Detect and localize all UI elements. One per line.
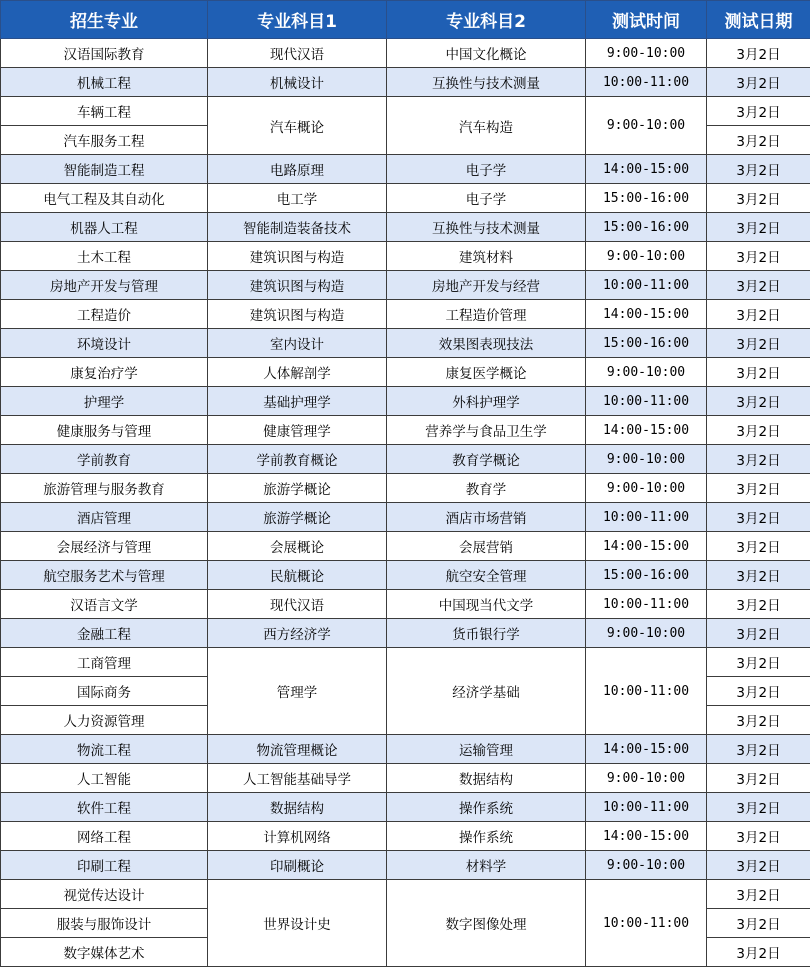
time-cell: 14:00-15:00 (586, 416, 707, 445)
major-cell: 工商管理 (1, 648, 208, 677)
subject-2-cell: 效果图表现技法 (387, 329, 586, 358)
subject-2-cell: 电子学 (387, 184, 586, 213)
subject-1-cell: 旅游学概论 (208, 474, 387, 503)
date-cell: 3月2日 (707, 155, 810, 184)
time-cell: 9:00-10:00 (586, 445, 707, 474)
time-cell: 10:00-11:00 (586, 68, 707, 97)
major-cell: 机械工程 (1, 68, 208, 97)
subject-2-cell: 教育学概论 (387, 445, 586, 474)
time-cell: 9:00-10:00 (586, 474, 707, 503)
subject-2-cell: 数据结构 (387, 764, 586, 793)
date-cell: 3月2日 (707, 300, 810, 329)
major-cell: 航空服务艺术与管理 (1, 561, 208, 590)
major-cell: 护理学 (1, 387, 208, 416)
table-row (1, 822, 810, 851)
time-cell: 15:00-16:00 (586, 561, 707, 590)
subject-2-cell: 汽车构造 (387, 97, 586, 155)
date-cell: 3月2日 (707, 97, 810, 126)
major-cell: 软件工程 (1, 793, 208, 822)
subject-1-cell: 计算机网络 (208, 822, 387, 851)
subject-1-cell: 现代汉语 (208, 590, 387, 619)
date-cell: 3月2日 (707, 735, 810, 764)
table-row (1, 764, 810, 793)
major-cell: 汽车服务工程 (1, 126, 208, 155)
major-cell: 学前教育 (1, 445, 208, 474)
time-cell: 9:00-10:00 (586, 97, 707, 155)
major-cell: 人工智能 (1, 764, 208, 793)
date-cell: 3月2日 (707, 358, 810, 387)
subject-2-cell: 材料学 (387, 851, 586, 880)
time-cell: 14:00-15:00 (586, 155, 707, 184)
subject-1-cell: 健康管理学 (208, 416, 387, 445)
subject-2-cell: 教育学 (387, 474, 586, 503)
date-cell: 3月2日 (707, 445, 810, 474)
table-row (1, 300, 810, 329)
date-cell: 3月2日 (707, 706, 810, 735)
major-cell: 健康服务与管理 (1, 416, 208, 445)
date-cell: 3月2日 (707, 329, 810, 358)
subject-1-cell: 世界设计史 (208, 880, 387, 967)
date-cell: 3月2日 (707, 793, 810, 822)
date-cell: 3月2日 (707, 590, 810, 619)
time-cell: 10:00-11:00 (586, 648, 707, 735)
major-cell: 会展经济与管理 (1, 532, 208, 561)
subject-1-cell: 建筑识图与构造 (208, 300, 387, 329)
table-row (1, 184, 810, 213)
date-cell: 3月2日 (707, 822, 810, 851)
major-cell: 房地产开发与管理 (1, 271, 208, 300)
date-cell: 3月2日 (707, 851, 810, 880)
subject-1-cell: 汽车概论 (208, 97, 387, 155)
table-row (1, 503, 810, 532)
subject-2-cell: 操作系统 (387, 793, 586, 822)
subject-2-cell: 外科护理学 (387, 387, 586, 416)
table-body (1, 39, 810, 967)
major-cell: 汉语言文学 (1, 590, 208, 619)
table-row (1, 97, 810, 126)
major-cell: 物流工程 (1, 735, 208, 764)
subject-2-cell: 操作系统 (387, 822, 586, 851)
major-cell: 旅游管理与服务教育 (1, 474, 208, 503)
date-cell: 3月2日 (707, 938, 810, 967)
date-cell: 3月2日 (707, 677, 810, 706)
subject-1-cell: 西方经济学 (208, 619, 387, 648)
time-cell: 15:00-16:00 (586, 329, 707, 358)
date-cell: 3月2日 (707, 213, 810, 242)
table-row (1, 242, 810, 271)
date-cell: 3月2日 (707, 503, 810, 532)
time-cell: 10:00-11:00 (586, 387, 707, 416)
table-row (1, 532, 810, 561)
major-cell: 智能制造工程 (1, 155, 208, 184)
table-row (1, 590, 810, 619)
table-row (1, 793, 810, 822)
table-row (1, 271, 810, 300)
time-cell: 10:00-11:00 (586, 793, 707, 822)
subject-1-cell: 人体解剖学 (208, 358, 387, 387)
date-cell: 3月2日 (707, 764, 810, 793)
subject-2-cell: 会展营销 (387, 532, 586, 561)
major-cell: 视觉传达设计 (1, 880, 208, 909)
date-cell: 3月2日 (707, 68, 810, 97)
subject-1-cell: 旅游学概论 (208, 503, 387, 532)
major-cell: 土木工程 (1, 242, 208, 271)
subject-1-cell: 建筑识图与构造 (208, 242, 387, 271)
major-cell: 网络工程 (1, 822, 208, 851)
major-cell: 酒店管理 (1, 503, 208, 532)
subject-1-cell: 机械设计 (208, 68, 387, 97)
subject-1-cell: 人工智能基础导学 (208, 764, 387, 793)
header-test-time: 测试时间 (586, 1, 707, 39)
date-cell: 3月2日 (707, 561, 810, 590)
table-row (1, 416, 810, 445)
subject-2-cell: 互换性与技术测量 (387, 68, 586, 97)
table-row (1, 561, 810, 590)
table-row (1, 445, 810, 474)
major-cell: 工程造价 (1, 300, 208, 329)
date-cell: 3月2日 (707, 619, 810, 648)
subject-2-cell: 康复医学概论 (387, 358, 586, 387)
table-row (1, 155, 810, 184)
time-cell: 10:00-11:00 (586, 503, 707, 532)
time-cell: 10:00-11:00 (586, 590, 707, 619)
date-cell: 3月2日 (707, 880, 810, 909)
date-cell: 3月2日 (707, 39, 810, 68)
time-cell: 14:00-15:00 (586, 735, 707, 764)
major-cell: 机器人工程 (1, 213, 208, 242)
major-cell: 服装与服饰设计 (1, 909, 208, 938)
time-cell: 9:00-10:00 (586, 764, 707, 793)
subject-2-cell: 经济学基础 (387, 648, 586, 735)
date-cell: 3月2日 (707, 126, 810, 155)
table-header (1, 1, 810, 39)
subject-2-cell: 货币银行学 (387, 619, 586, 648)
major-cell: 数字媒体艺术 (1, 938, 208, 967)
subject-1-cell: 会展概论 (208, 532, 387, 561)
major-cell: 康复治疗学 (1, 358, 208, 387)
time-cell: 10:00-11:00 (586, 880, 707, 967)
major-cell: 车辆工程 (1, 97, 208, 126)
time-cell: 15:00-16:00 (586, 184, 707, 213)
major-cell: 金融工程 (1, 619, 208, 648)
subject-2-cell: 航空安全管理 (387, 561, 586, 590)
subject-2-cell: 中国文化概论 (387, 39, 586, 68)
major-cell: 环境设计 (1, 329, 208, 358)
date-cell: 3月2日 (707, 474, 810, 503)
table-row (1, 39, 810, 68)
table-row (1, 851, 810, 880)
date-cell: 3月2日 (707, 242, 810, 271)
subject-1-cell: 学前教育概论 (208, 445, 387, 474)
subject-1-cell: 管理学 (208, 648, 387, 735)
subject-2-cell: 营养学与食品卫生学 (387, 416, 586, 445)
table-row (1, 648, 810, 677)
header-subject-1: 专业科目1 (208, 1, 387, 39)
time-cell: 9:00-10:00 (586, 242, 707, 271)
time-cell: 14:00-15:00 (586, 822, 707, 851)
subject-2-cell: 工程造价管理 (387, 300, 586, 329)
subject-2-cell: 电子学 (387, 155, 586, 184)
table-row (1, 358, 810, 387)
time-cell: 9:00-10:00 (586, 358, 707, 387)
subject-1-cell: 智能制造装备技术 (208, 213, 387, 242)
subject-1-cell: 印刷概论 (208, 851, 387, 880)
subject-1-cell: 现代汉语 (208, 39, 387, 68)
date-cell: 3月2日 (707, 271, 810, 300)
table-row (1, 619, 810, 648)
table-row (1, 474, 810, 503)
major-cell: 印刷工程 (1, 851, 208, 880)
subject-2-cell: 建筑材料 (387, 242, 586, 271)
table-row (1, 213, 810, 242)
major-cell: 汉语国际教育 (1, 39, 208, 68)
date-cell: 3月2日 (707, 648, 810, 677)
subject-1-cell: 建筑识图与构造 (208, 271, 387, 300)
subject-1-cell: 电工学 (208, 184, 387, 213)
major-cell: 人力资源管理 (1, 706, 208, 735)
date-cell: 3月2日 (707, 909, 810, 938)
subject-1-cell: 基础护理学 (208, 387, 387, 416)
subject-1-cell: 数据结构 (208, 793, 387, 822)
time-cell: 14:00-15:00 (586, 300, 707, 329)
subject-1-cell: 室内设计 (208, 329, 387, 358)
major-cell: 电气工程及其自动化 (1, 184, 208, 213)
date-cell: 3月2日 (707, 416, 810, 445)
time-cell: 9:00-10:00 (586, 39, 707, 68)
subject-2-cell: 数字图像处理 (387, 880, 586, 967)
date-cell: 3月2日 (707, 387, 810, 416)
header-row (1, 1, 810, 39)
subject-2-cell: 酒店市场营销 (387, 503, 586, 532)
date-cell: 3月2日 (707, 532, 810, 561)
table-row (1, 68, 810, 97)
time-cell: 15:00-16:00 (586, 213, 707, 242)
table-row (1, 329, 810, 358)
subject-2-cell: 中国现当代文学 (387, 590, 586, 619)
major-cell: 国际商务 (1, 677, 208, 706)
subject-1-cell: 物流管理概论 (208, 735, 387, 764)
subject-1-cell: 民航概论 (208, 561, 387, 590)
table-row (1, 880, 810, 909)
table-row (1, 387, 810, 416)
time-cell: 10:00-11:00 (586, 271, 707, 300)
header-subject-2: 专业科目2 (387, 1, 586, 39)
subject-2-cell: 运输管理 (387, 735, 586, 764)
time-cell: 14:00-15:00 (586, 532, 707, 561)
subject-2-cell: 互换性与技术测量 (387, 213, 586, 242)
time-cell: 9:00-10:00 (586, 619, 707, 648)
subject-1-cell: 电路原理 (208, 155, 387, 184)
header-test-date: 测试日期 (707, 1, 810, 39)
date-cell: 3月2日 (707, 184, 810, 213)
table-row (1, 735, 810, 764)
time-cell: 9:00-10:00 (586, 851, 707, 880)
header-major: 招生专业 (1, 1, 208, 39)
subject-2-cell: 房地产开发与经营 (387, 271, 586, 300)
